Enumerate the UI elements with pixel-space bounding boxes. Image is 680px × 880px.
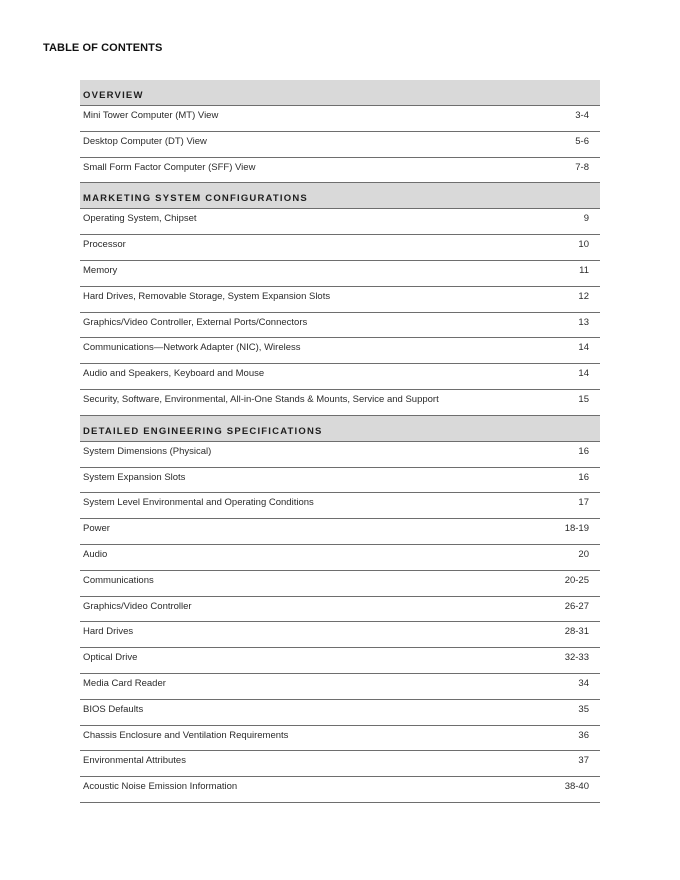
toc-entry-label: Hard Drives, Removable Storage, System Expansion Slots: [83, 290, 331, 302]
toc-entry-label: System Dimensions (Physical): [83, 445, 212, 457]
toc-entry-label: Processor: [83, 239, 126, 251]
toc-entry[interactable]: [80, 132, 600, 158]
toc-entry[interactable]: [80, 235, 600, 261]
toc-entry-label: Communications: [83, 574, 154, 586]
toc-entry[interactable]: [80, 622, 600, 648]
toc-entry-label: System Level Environmental and Operating Conditions: [83, 497, 314, 509]
toc-entry-label: Acoustic Noise Emission Information: [83, 781, 238, 793]
toc-entry-page: 10: [578, 239, 589, 251]
toc-entry-label: Security, Software, Environmental, All-in-One Stands & Mounts, Service and Support: [83, 393, 439, 405]
toc-entry-page: 9: [583, 213, 589, 225]
toc-entry-page: 3-4: [575, 110, 589, 121]
toc-entry[interactable]: [80, 700, 600, 726]
section-heading-text: DETAILED ENGINEERING SPECIFICATIONS: [83, 425, 323, 437]
toc-entry-page: 12: [578, 290, 589, 302]
toc-entry-page: 17: [578, 497, 589, 509]
toc-entry[interactable]: [80, 777, 600, 803]
toc-entry[interactable]: [80, 751, 600, 777]
toc-entry[interactable]: [80, 442, 600, 468]
toc-entry[interactable]: [80, 287, 600, 313]
section-header: [80, 416, 600, 442]
section-heading-text: OVERVIEW: [83, 90, 144, 101]
toc-entry-page: 13: [578, 316, 589, 328]
toc-entry-label: Small Form Factor Computer (SFF) View: [83, 161, 256, 173]
toc-entry[interactable]: [80, 597, 600, 623]
toc-entry-label: Communications—Network Adapter (NIC), Wireless: [83, 342, 301, 354]
toc-entry-page: 20: [578, 548, 589, 560]
toc-entry-page: 18-19: [564, 523, 589, 535]
toc-entry-label: Environmental Attributes: [83, 755, 186, 767]
toc-entry-label: Audio and Speakers, Keyboard and Mouse: [83, 368, 265, 380]
toc-entry-page: 37: [578, 755, 589, 767]
toc-entry[interactable]: [80, 261, 600, 287]
toc-entry-page: 36: [578, 729, 589, 741]
toc-entry[interactable]: [80, 493, 600, 519]
toc-entry[interactable]: [80, 313, 600, 339]
section-heading-text: MARKETING SYSTEM CONFIGURATIONS: [83, 193, 308, 205]
toc-entry-label: Graphics/Video Controller, External Ports/Connectors: [83, 316, 308, 328]
section-header: [80, 80, 600, 106]
toc-entry-page: 5-6: [575, 135, 589, 147]
toc-entry-page: 26-27: [564, 600, 589, 612]
toc-entry-label: Power: [83, 523, 110, 535]
toc-entry-label: Hard Drives: [83, 626, 134, 638]
toc-entry-page: 38-40: [564, 781, 589, 793]
toc-entry[interactable]: [80, 468, 600, 494]
toc-entry[interactable]: [80, 571, 600, 597]
toc-entry-label: Desktop Computer (DT) View: [83, 135, 207, 147]
toc-entry[interactable]: [80, 158, 600, 184]
toc-entry-label: Audio: [83, 548, 108, 560]
toc-entry[interactable]: [80, 390, 600, 416]
toc-entry[interactable]: [80, 364, 600, 390]
toc-entry-page: 35: [578, 703, 589, 715]
toc-entry[interactable]: [80, 648, 600, 674]
toc-entry-label: Media Card Reader: [83, 677, 166, 689]
toc-entry-page: 32-33: [564, 652, 589, 664]
toc-entry-label: System Expansion Slots: [83, 471, 186, 483]
toc-entry[interactable]: [80, 726, 600, 752]
toc-entry-label: BIOS Defaults: [83, 703, 144, 715]
toc-entry-page: 15: [578, 393, 589, 405]
toc-entry[interactable]: [80, 519, 600, 545]
section-header: [80, 183, 600, 209]
toc-entry[interactable]: [80, 106, 600, 132]
toc-entry-page: 34: [578, 677, 589, 689]
toc-entry-label: Memory: [83, 264, 118, 276]
toc-entry-page: 7-8: [575, 161, 589, 173]
toc-entry-page: 16: [578, 471, 589, 483]
toc-entry[interactable]: [80, 545, 600, 571]
toc-entry-label: Operating System, Chipset: [83, 213, 197, 225]
toc-entry[interactable]: [80, 674, 600, 700]
toc-entry-page: 14: [578, 368, 589, 380]
toc-entry[interactable]: [80, 209, 600, 235]
toc-entry-page: 28-31: [564, 626, 589, 638]
toc-entry-page: 20-25: [564, 574, 589, 586]
toc-entry-label: Optical Drive: [83, 652, 138, 664]
toc-entry-page: 16: [578, 445, 589, 457]
toc-entry-label: Graphics/Video Controller: [83, 600, 192, 612]
toc-entry-page: 11: [579, 264, 589, 276]
toc-entry-page: 14: [578, 342, 589, 354]
table-of-contents: [80, 80, 600, 803]
toc-entry[interactable]: [80, 338, 600, 364]
toc-entry-label: Mini Tower Computer (MT) View: [83, 110, 219, 121]
toc-entry-label: Chassis Enclosure and Ventilation Requirements: [83, 729, 289, 741]
document-title: TABLE OF CONTENTS: [43, 42, 163, 54]
